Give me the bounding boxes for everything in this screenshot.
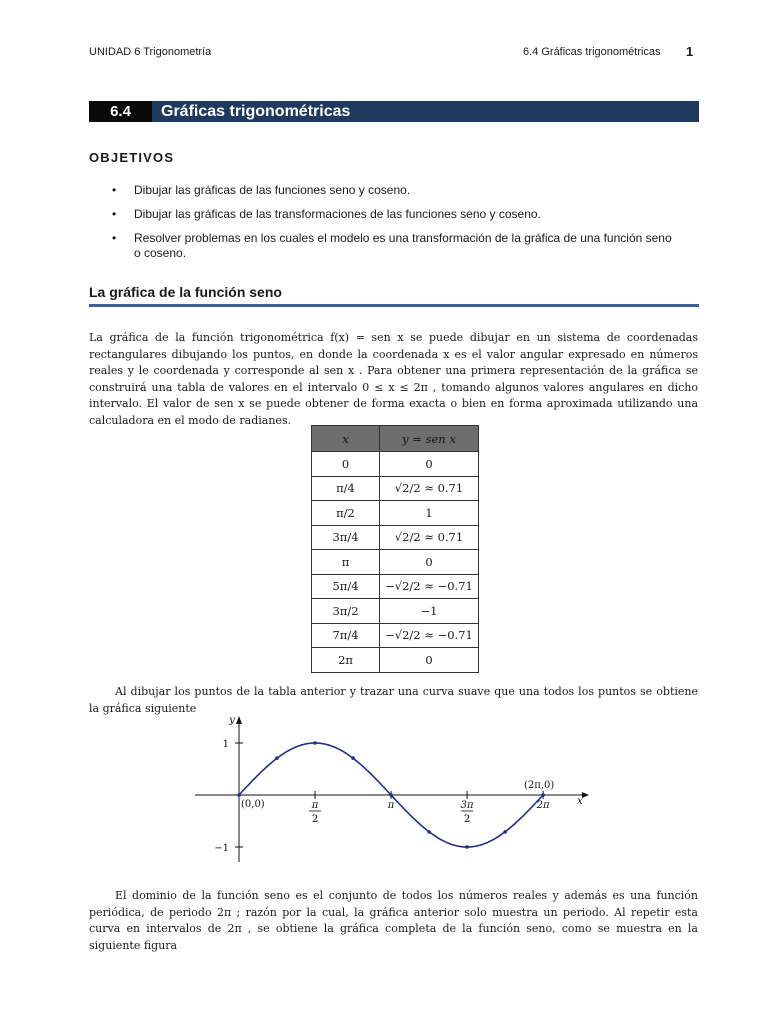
x-tick-label: 2π [536,800,550,811]
section-number: 6.4 [89,101,152,122]
objective-item [112,183,672,198]
section-title: Gráficas trigonométricas [161,103,351,120]
x-tick-label: π [387,800,395,811]
table-cell: 7π/4 [312,623,380,648]
table-header-row [312,426,479,452]
values-table [311,425,479,673]
x-tick-label: π [311,800,319,811]
running-header-right: 6.4 Gráficas trigonométricas [523,46,661,58]
table-cell: π [312,550,380,575]
data-point [389,793,393,797]
data-point [351,756,355,760]
objectives-heading: OBJETIVOS [89,150,175,165]
x-axis-label: x [577,796,583,807]
data-point [541,793,545,797]
bullet: • [112,183,117,197]
bullet: • [112,207,117,221]
annotation-end: (2π,0) [523,780,555,791]
table-cell: π/4 [312,476,380,501]
table-cell: 1 [380,501,479,526]
table-row [312,501,479,526]
subsection-heading: La gráfica de la función seno [89,284,282,300]
objective-item [112,231,672,261]
annotation-origin: (0,0) [241,799,265,810]
running-header-left: UNIDAD 6 Trigonometría [89,46,212,58]
table-row [312,599,479,624]
table-row [312,623,479,648]
table-row [312,525,479,550]
paragraph-intro: La gráfica de la función trigonométrica f(x) = sen x se puede dibujar en un sistema de coordenadas rectangulares dibujando los puntos, en donde la coordenada x es el valor angular expresado en números reales y le coordenada y corresponde al sen x . Para obtener una primera representación de la gráfica se construirá una tabla de valores en el intervalo 0 ≤ x ≤ 2π , tomando algunos valores angulares en dicho intervalo. El valor de sen x se puede obtener de forma exacta o bien en forma aproximada utilizando una calculadora en el modo de radianes. [89,331,698,427]
x-tick-label-denominator: 2 [311,814,319,825]
data-point [503,830,507,834]
y-axis-label: y [229,715,235,726]
objectives-list [112,183,672,270]
objective-text: Dibujar las gráficas de las funciones seno y coseno. [134,183,411,197]
data-point [237,793,241,797]
x-tick-label-denominator: 2 [463,814,471,825]
objective-item [112,207,672,222]
table-row [312,574,479,599]
table-cell: 0 [312,452,380,477]
table-cell: 0 [380,452,479,477]
data-point [275,756,279,760]
data-point [465,845,469,849]
table-row [312,550,479,575]
table-cell: −√2/2 ≈ −0.71 [380,574,479,599]
table-cell: −1 [380,599,479,624]
table-cell: π/2 [312,501,380,526]
x-axis-arrow [582,792,589,798]
table-row [312,452,479,477]
section-title-bar [89,101,699,122]
paragraph-domain: El dominio de la función seno es el conjunto de todos los números reales y además es una función periódica, de periodo 2π ; razón por la cual, la gráfica anterior solo muestra un periodo. Al repetir esta curva en intervalos de 2π , se obtiene la gráfica completa de la función seno, como se muestra en la siguiente figura [89,889,698,952]
table-header-x: x [312,426,380,452]
table-row [312,476,479,501]
y-tick-label: 1 [222,739,229,750]
data-point [427,830,431,834]
bullet: • [112,231,117,245]
objective-text: Resolver problemas en los cuales el modelo es una transformación de la gráfica de una función seno o coseno. [134,231,672,260]
objective-text: Dibujar las gráficas de las transformaciones de las funciones seno y coseno. [134,207,541,221]
page-number: 1 [686,44,694,59]
paragraph-plot-intro: Al dibujar los puntos de la tabla anterior y trazar una curva suave que una todos los puntos se obtiene la gráfica siguiente [89,685,698,715]
x-tick-label: 3π [460,800,474,811]
data-point [313,741,317,745]
table-cell: 3π/4 [312,525,380,550]
table-cell: √2/2 ≈ 0.71 [380,525,479,550]
table-cell: 3π/2 [312,599,380,624]
table-cell: −√2/2 ≈ −0.71 [380,623,479,648]
table-cell: 2π [312,648,380,673]
table-row [312,648,479,673]
table-cell: 0 [380,648,479,673]
table-cell: √2/2 ≈ 0.71 [380,476,479,501]
table-header-y: y = sen x [380,426,479,452]
subsection-rule [89,304,699,307]
sine-graph [190,712,600,867]
y-axis-arrow [236,716,242,724]
y-tick-label: −1 [214,843,229,854]
table-cell: 0 [380,550,479,575]
table-cell: 5π/4 [312,574,380,599]
